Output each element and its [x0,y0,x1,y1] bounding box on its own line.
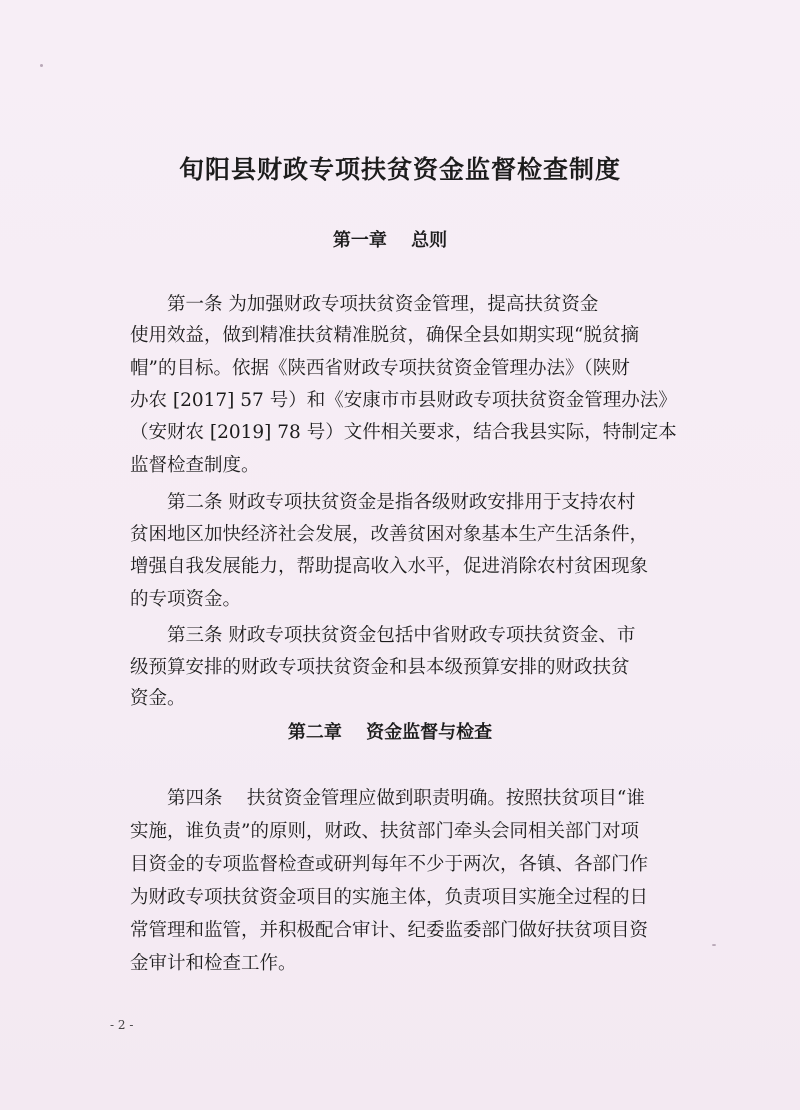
chapter-heading-1: 第一章 总则 [332,230,448,251]
paragraph-line: 使用效益，做到精准扶贫精准脱贫，确保全县如期实现“脱贫摘 [130,325,639,346]
document-title: 旬阳县财政专项扶贫资金监督检查制度 [178,155,621,184]
page-number: - 2 - [110,1018,134,1032]
paragraph-line: 常管理和监管，并积极配合审计、纪委监委部门做好扶贫项目资 [130,920,649,941]
paragraph-line: 第一条 为加强财政专项扶贫资金管理，提高扶贫资金 [130,294,599,315]
paragraph-line: 第二条 财政专项扶贫资金是指各级财政安排用于支持农村 [130,492,636,513]
paragraph-line: 级预算安排的财政专项扶贫资金和县本级预算安排的财政扶贫 [130,657,630,678]
paragraph-line: 增强自我发展能力，帮助提高收入水平，促进消除农村贫困现象 [130,556,649,577]
paragraph-line: 第三条 财政专项扶贫资金包括中省财政专项扶贫资金、市 [130,625,636,646]
paragraph-line: 资金。 [130,688,186,709]
paragraph-line: 贫困地区加快经济社会发展，改善贫困对象基本生产生活条件， [130,524,649,545]
paragraph-line: 金审计和检查工作。 [130,953,297,974]
paragraph-line: 监督检查制度。 [130,455,260,476]
paragraph-line: 实施，谁负责”的原则，财政、扶贫部门牵头会同相关部门对项 [130,821,639,842]
chapter-heading-2: 第二章 资金监督与检查 [287,722,493,743]
paragraph-line: 办农 [2017] 57 号）和《安康市市县财政专项扶贫资金管理办法》 [130,390,677,411]
paragraph-line: 帽”的目标。依据《陕西省财政专项扶贫资金管理办法》（陕财 [130,358,630,379]
paragraph-line: 目资金的专项监督检查或研判每年不少于两次，各镇、各部门作 [130,854,649,875]
scan-speck [712,944,716,946]
scan-speck [40,64,43,67]
paragraph-line: 第四条 扶贫资金管理应做到职责明确。按照扶贫项目“谁 [130,788,645,809]
paragraph-line: 为财政专项扶贫资金项目的实施主体，负责项目实施全过程的日 [130,887,649,908]
paragraph-line: 的专项资金。 [130,589,242,610]
paragraph-line: （安财农 [2019] 78 号）文件相关要求，结合我县实际，特制定本 [130,422,677,443]
